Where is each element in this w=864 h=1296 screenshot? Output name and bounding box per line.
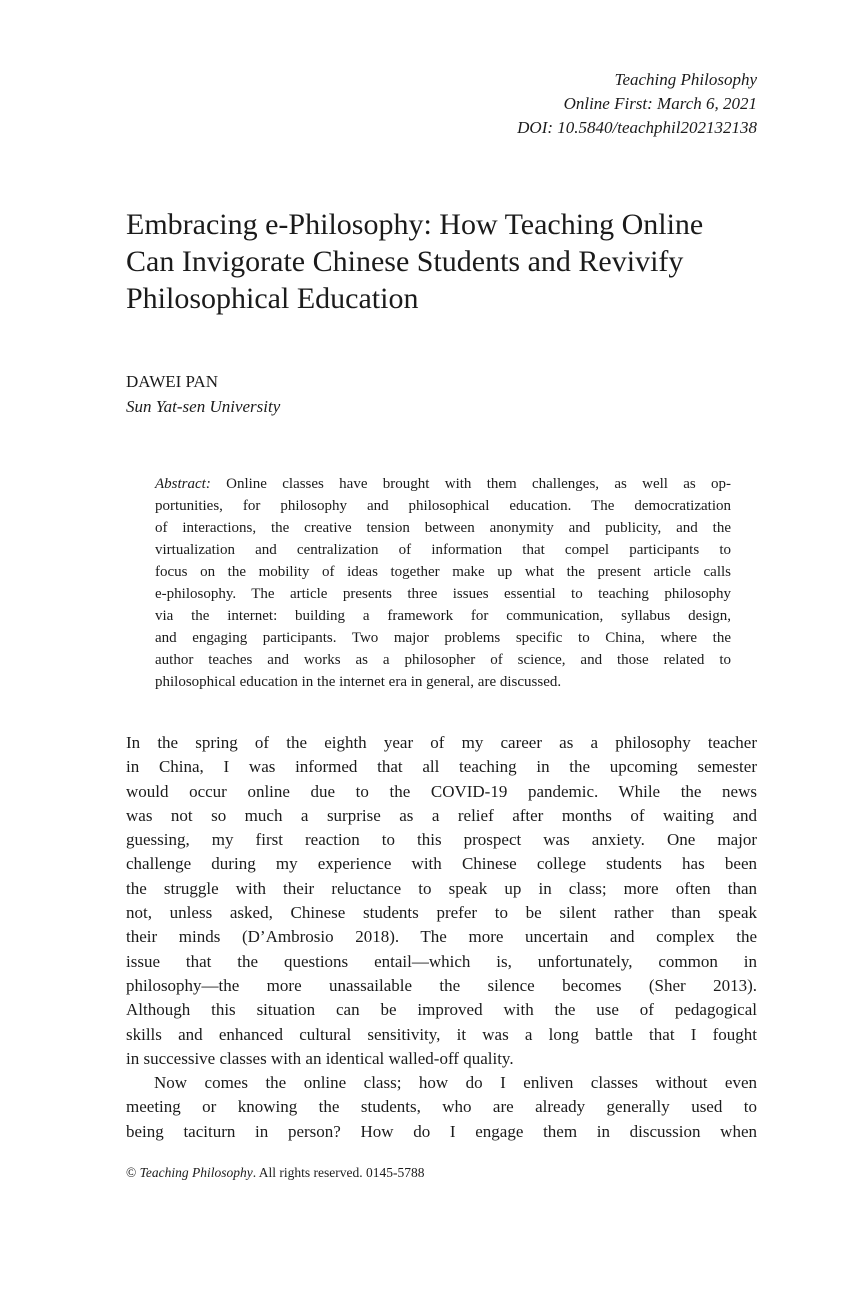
text-line: issue that the questions entail—which is, unfortunately, common in [126, 951, 757, 971]
copyright-symbol: © [126, 1165, 137, 1180]
journal-header [517, 68, 757, 140]
journal-name: Teaching Philosophy [614, 70, 757, 89]
text-line: meeting or knowing the students, who are already generally used to [126, 1097, 757, 1117]
text-line: would occur online due to the COVID-19 pandemic. While the news [126, 781, 757, 801]
author-name: DAWEI PAN [126, 372, 218, 391]
text-line: In the spring of the eighth year of my career as a philosophy teacher [126, 733, 757, 752]
article-title [126, 206, 766, 317]
abstract-first-line [155, 473, 731, 495]
text-line: guessing, my first reaction to this prospect was anxiety. One major [126, 830, 757, 850]
author-affiliation: Sun Yat-sen University [126, 397, 281, 416]
footer-rights-text: . All rights reserved. 0145-5788 [252, 1165, 425, 1180]
text-line: Philosophical Education [126, 282, 419, 315]
abstract-label: Abstract: [155, 476, 211, 492]
abstract-first-line-text: Online classes have brought with them challenges, as well as op- [226, 476, 732, 492]
abstract-text [155, 495, 731, 693]
body-paragraph-2 [126, 1071, 757, 1144]
text-line: Embracing e-Philosophy: How Teaching Online [126, 208, 704, 241]
text-line: Can Invigorate Chinese Students and Revivify [126, 245, 684, 278]
text-line: was not so much a surprise as a relief after months of waiting and [126, 805, 757, 825]
text-line: in China, I was informed that all teaching in the upcoming semester [126, 757, 757, 777]
text-line: portunities, for philosophy and philosophical education. The democratization [155, 498, 731, 514]
author-block [126, 369, 280, 419]
article-body [126, 731, 757, 1144]
text-line: focus on the mobility of ideas together make up what the present article calls [155, 564, 731, 580]
text-line: their minds (D’Ambrosio 2018). The more uncertain and complex the [126, 927, 757, 947]
abstract [155, 473, 731, 693]
text-line: in successive classes with an identical walled-off quality. [126, 1048, 514, 1068]
copyright-footer [126, 1164, 425, 1182]
text-line: and engaging participants. Two major problems specific to China, where the [155, 630, 731, 646]
text-line: e-philosophy. The article presents three issues essential to teaching philosophy [155, 586, 731, 602]
issue-date: Online First: March 6, 2021 [563, 94, 757, 113]
text-line: Now comes the online class; how do I enliven classes without even [154, 1073, 757, 1093]
body-paragraph-1 [126, 731, 757, 1071]
text-line: challenge during my experience with Chinese college students has been [126, 854, 757, 874]
text-line: being taciturn in person? How do I engage them in discussion when [126, 1121, 757, 1141]
footer-journal-name: Teaching Philosophy [139, 1165, 253, 1180]
text-line: philosophical education in the internet era in general, are discussed. [155, 674, 562, 690]
text-line: philosophy—the more unassailable the silence becomes (Sher 2013). [126, 975, 757, 995]
text-line: author teaches and works as a philosopher of science, and those related to [155, 652, 731, 668]
text-line: the struggle with their reluctance to speak up in class; more often than [126, 878, 757, 898]
doi: DOI: 10.5840/teachphil202132138 [517, 118, 757, 137]
text-line: virtualization and centralization of information that compel participants to [155, 542, 731, 558]
text-line: of interactions, the creative tension between anonymity and publicity, and the [155, 520, 731, 536]
text-line: not, unless asked, Chinese students prefer to be silent rather than speak [126, 903, 757, 923]
text-line: Although this situation can be improved with the use of pedagogical [126, 1000, 757, 1020]
text-line: via the internet: building a framework for communication, syllabus design, [155, 608, 731, 624]
text-line: skills and enhanced cultural sensitivity, it was a long battle that I fought [126, 1024, 757, 1044]
